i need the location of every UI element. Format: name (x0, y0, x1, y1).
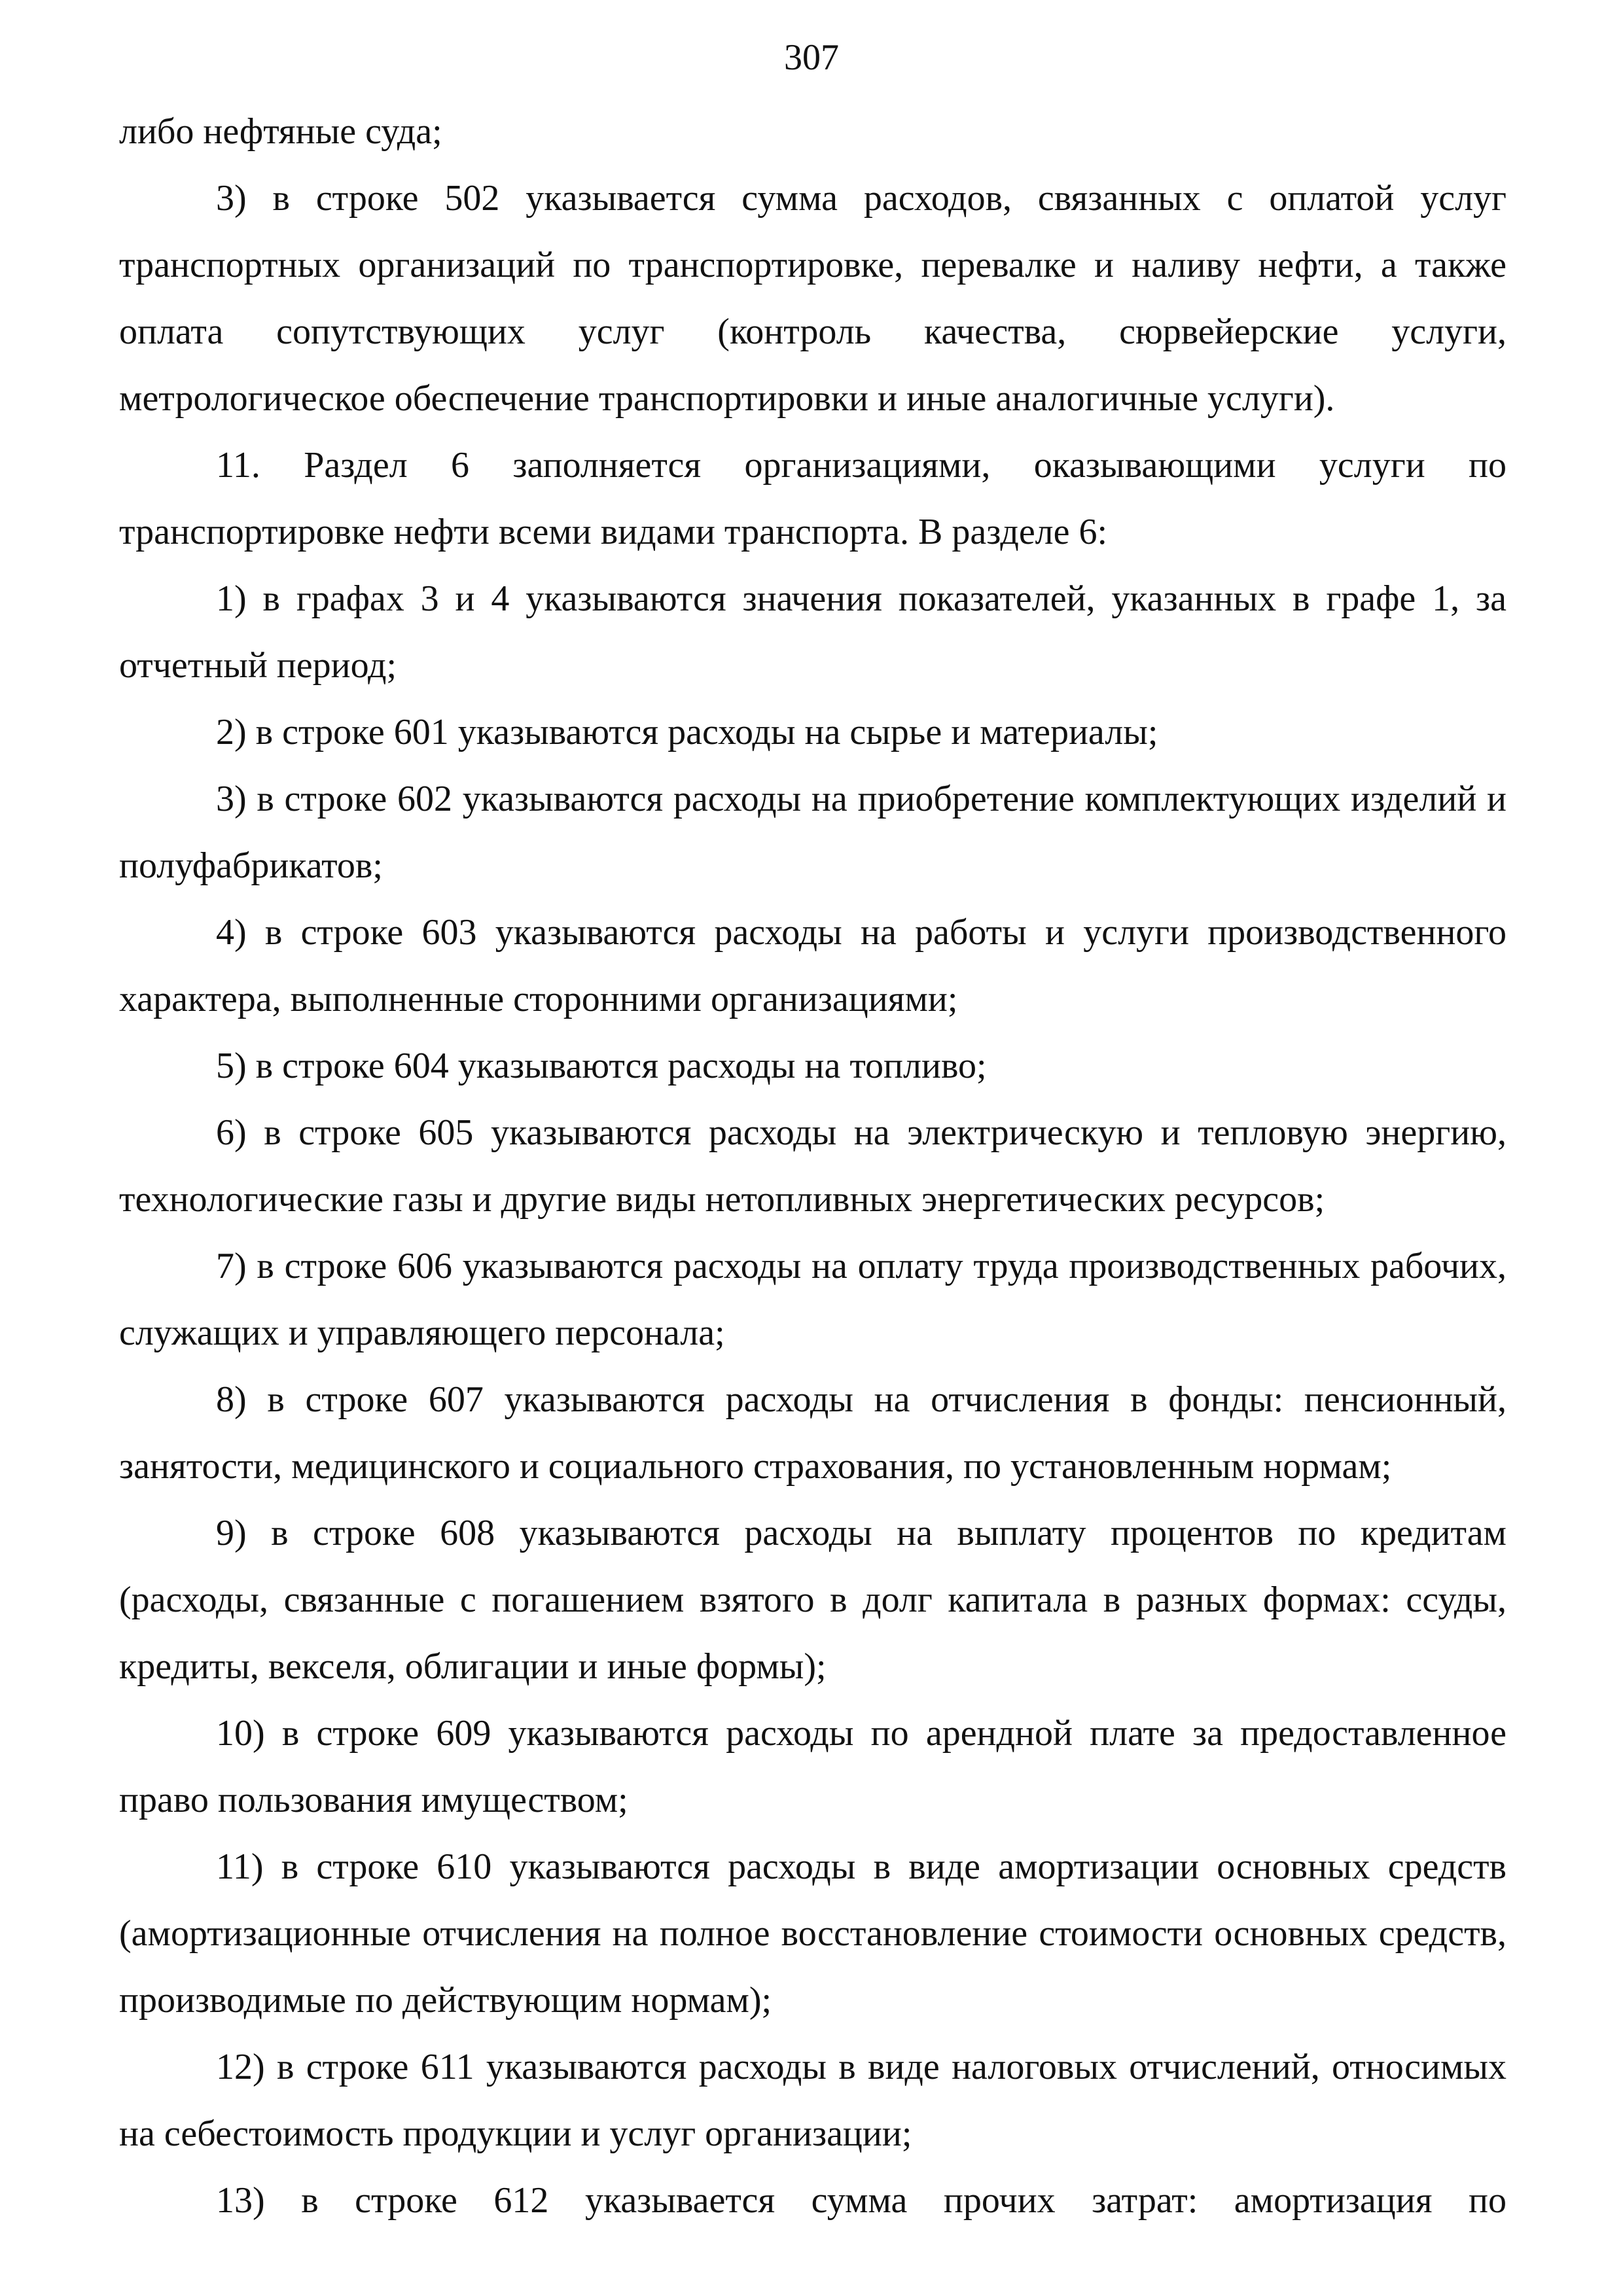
paragraph-item-6: 6) в строке 605 указываются расходы на электрическую и тепловую энергию, технологические газы и другие виды нетопливных энергетических ресурсов; (119, 1112, 1507, 1220)
paragraph-item-8: 8) в строке 607 указываются расходы на отчисления в фонды: пенсионный, занятости, медицинского и социального страхования, по установленным нормам; (119, 1379, 1507, 1487)
paragraph-item-4: 4) в строке 603 указываются расходы на работы и услуги производственного характера, выполненные сторонними организациями; (119, 912, 1507, 1019)
paragraph-item-7: 7) в строке 606 указываются расходы на оплату труда производственных рабочих, служащих и управляющего персонала; (119, 1246, 1507, 1353)
paragraph-item-3: 3) в строке 602 указываются расходы на приобретение комплектующих изделий и полуфабрикатов; (119, 779, 1507, 886)
paragraph-item-2: 2) в строке 601 указываются расходы на сырье и материалы; (216, 712, 1158, 752)
paragraph-item-5: 5) в строке 604 указываются расходы на топливо; (216, 1046, 987, 1086)
paragraph-continuation: либо нефтяные суда; (119, 111, 442, 152)
page-number: 307 (784, 37, 839, 78)
paragraph-item-3-row-502: 3) в строке 502 указывается сумма расходов, связанных с оплатой услуг транспортных организаций по транспортировке, перевалке и наливу нефти, а также оплата сопутствующих услуг (контроль качества, сюрвейерские услуги, метрологическое обеспечение транспортировки и иные аналогичные услуги). (119, 178, 1507, 419)
paragraph-item-10: 10) в строке 609 указываются расходы по арендной плате за предоставленное право пользования имуществом; (119, 1713, 1507, 1820)
paragraph-item-9: 9) в строке 608 указываются расходы на выплату процентов по кредитам (расходы, связанные с погашением взятого в долг капитала в разных формах: ссуды, кредиты, векселя, облигации и иные формы); (119, 1513, 1507, 1687)
document-body (119, 98, 1507, 2234)
paragraph-item-12: 12) в строке 611 указываются расходы в виде налоговых отчислений, относимых на себестоимость продукции и услуг организации; (119, 2047, 1507, 2154)
paragraph-section-11: 11. Раздел 6 заполняется организациями, оказывающими услуги по транспортировке нефти всеми видами транспорта. В разделе 6: (119, 445, 1507, 552)
paragraph-item-1: 1) в графах 3 и 4 указываются значения показателей, указанных в графе 1, за отчетный период; (119, 578, 1507, 686)
paragraph-item-13: 13) в строке 612 указывается сумма прочих затрат: амортизация по (216, 2180, 1507, 2221)
paragraph-item-11: 11) в строке 610 указываются расходы в виде амортизации основных средств (амортизационные отчисления на полное восстановление стоимости основных средств, производимые по действующим нормам); (119, 1846, 1507, 2021)
